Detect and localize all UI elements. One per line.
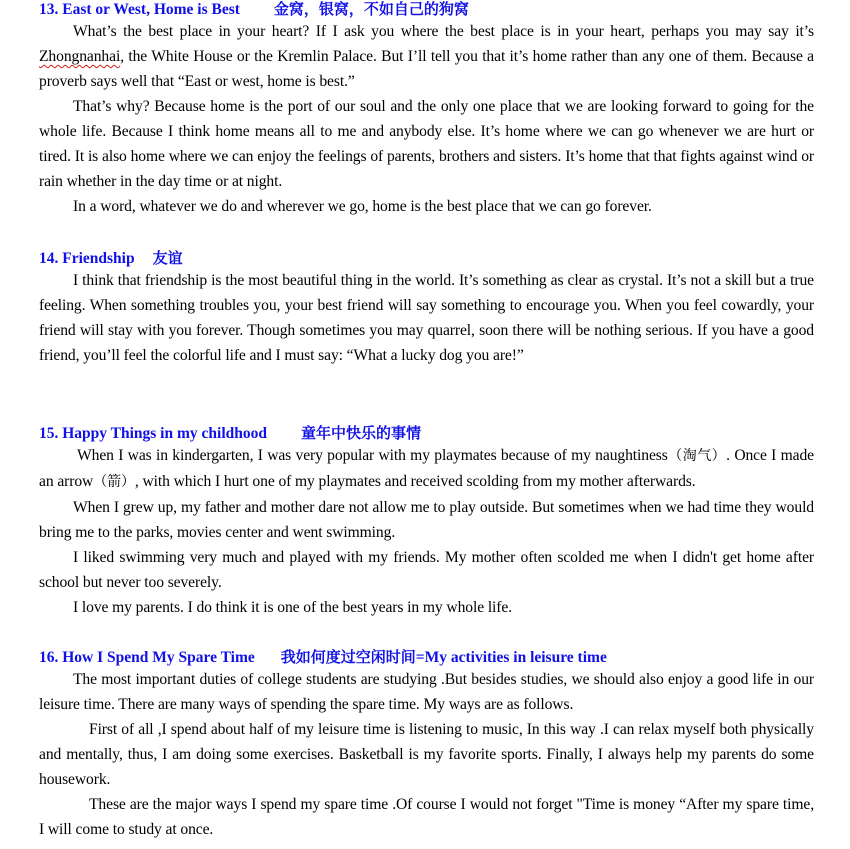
section-title-cn: 友谊 xyxy=(152,249,183,267)
paragraph: In a word, whatever we do and wherever we go, home is the best place that we can go forever. xyxy=(73,198,652,215)
section-13 xyxy=(39,0,814,219)
section-number: 14. xyxy=(39,250,59,267)
section-number: 16. xyxy=(39,649,59,666)
paragraph: I love my parents. I do think it is one of the best years in my whole life. xyxy=(73,599,512,616)
chinese-annotation: （淘气） xyxy=(667,448,727,464)
section-heading xyxy=(39,0,814,19)
section-heading xyxy=(39,248,814,268)
paragraph-text: What’s the best place in your heart? If I ask you where the best place is in your heart, perhaps you may say it’s xyxy=(73,23,814,40)
section-title-cn: 金窝，银窝，不如自己的狗窝 xyxy=(273,0,469,18)
section-title-en: East or West, Home is Best xyxy=(62,1,240,18)
paragraph: I liked swimming very much and played with my friends. My mother often scolded me when I didn't get home after school but never too severely. xyxy=(39,549,814,591)
section-heading xyxy=(39,647,814,667)
paragraph: That’s why? Because home is the port of our soul and the only one place that we are looking forward to going for the whole life. Because I think home means all to me and anybody else. It’s home where we can go whenever we are hurt or tired. It is also home where we can enjoy the feelings of parents, brothers and sisters. It’s home that that fights against wind or rain whether in the day time or at night. xyxy=(39,98,814,190)
section-title-cn: 我如何度过空闲时间 xyxy=(280,648,416,666)
paragraph-text: , with which I hurt one of my playmates and received scolding from my mother afterwards. xyxy=(134,473,696,490)
section-heading xyxy=(39,423,814,443)
paragraph-text: When I was in kindergarten, I was very popular with my playmates because of my naughtiness xyxy=(77,447,668,464)
section-14 xyxy=(39,248,814,368)
chinese-annotation: （箭） xyxy=(93,474,135,490)
section-number: 13. xyxy=(39,1,59,18)
paragraph: The most important duties of college students are studying .But besides studies, we should also enjoy a good life in our leisure time. There are many ways of spending the spare time. My ways are as follows. xyxy=(39,671,814,713)
spellcheck-flagged-word[interactable]: Zhongnanhai xyxy=(39,48,121,65)
paragraph xyxy=(39,19,814,94)
section-title-suffix: =My activities in leisure time xyxy=(415,649,607,666)
paragraph: First of all ,I spend about half of my leisure time is listening to music, In this way .I can relax myself both physically and mentally, thus, I am doing some exercises. Basketball is my favorite sports. Finally, I always help my parents do some housework. xyxy=(39,721,814,788)
section-16 xyxy=(39,647,814,842)
section-title-en: How I Spend My Spare Time xyxy=(62,649,255,666)
paragraph-text: . Once I made an arrow xyxy=(39,447,815,490)
paragraph: These are the major ways I spend my spare time .Of course I would not forget "Time is money “After my spare time, I will come to study at once. xyxy=(39,796,814,838)
paragraph xyxy=(39,443,814,495)
section-title-en: Friendship xyxy=(62,250,135,267)
paragraph: When I grew up, my father and mother dare not allow me to play outside. But sometimes when we had time they would bring me to the parks, movies center and went swimming. xyxy=(39,499,814,541)
section-15 xyxy=(39,423,814,620)
section-number: 15. xyxy=(39,425,59,442)
paragraph: I think that friendship is the most beautiful thing in the world. It’s something as clear as crystal. It’s not a skill but a true feeling. When something troubles you, your best friend will say something to encourage you. When you feel cowardly, your friend will stay with you forever. Though sometimes you may quarrel, soon there will be nothing serious. If you have a good friend, you’ll feel the colorful life and I must say: “What a lucky dog you are!” xyxy=(39,272,814,364)
section-title-cn: 童年中快乐的事情 xyxy=(301,424,422,442)
paragraph-text: , the White House or the Kremlin Palace. But I’ll tell you that it’s home rather than any one of them. Because a proverb says well that “East or west, home is best.” xyxy=(39,48,814,90)
section-title-en: Happy Things in my childhood xyxy=(62,425,267,442)
